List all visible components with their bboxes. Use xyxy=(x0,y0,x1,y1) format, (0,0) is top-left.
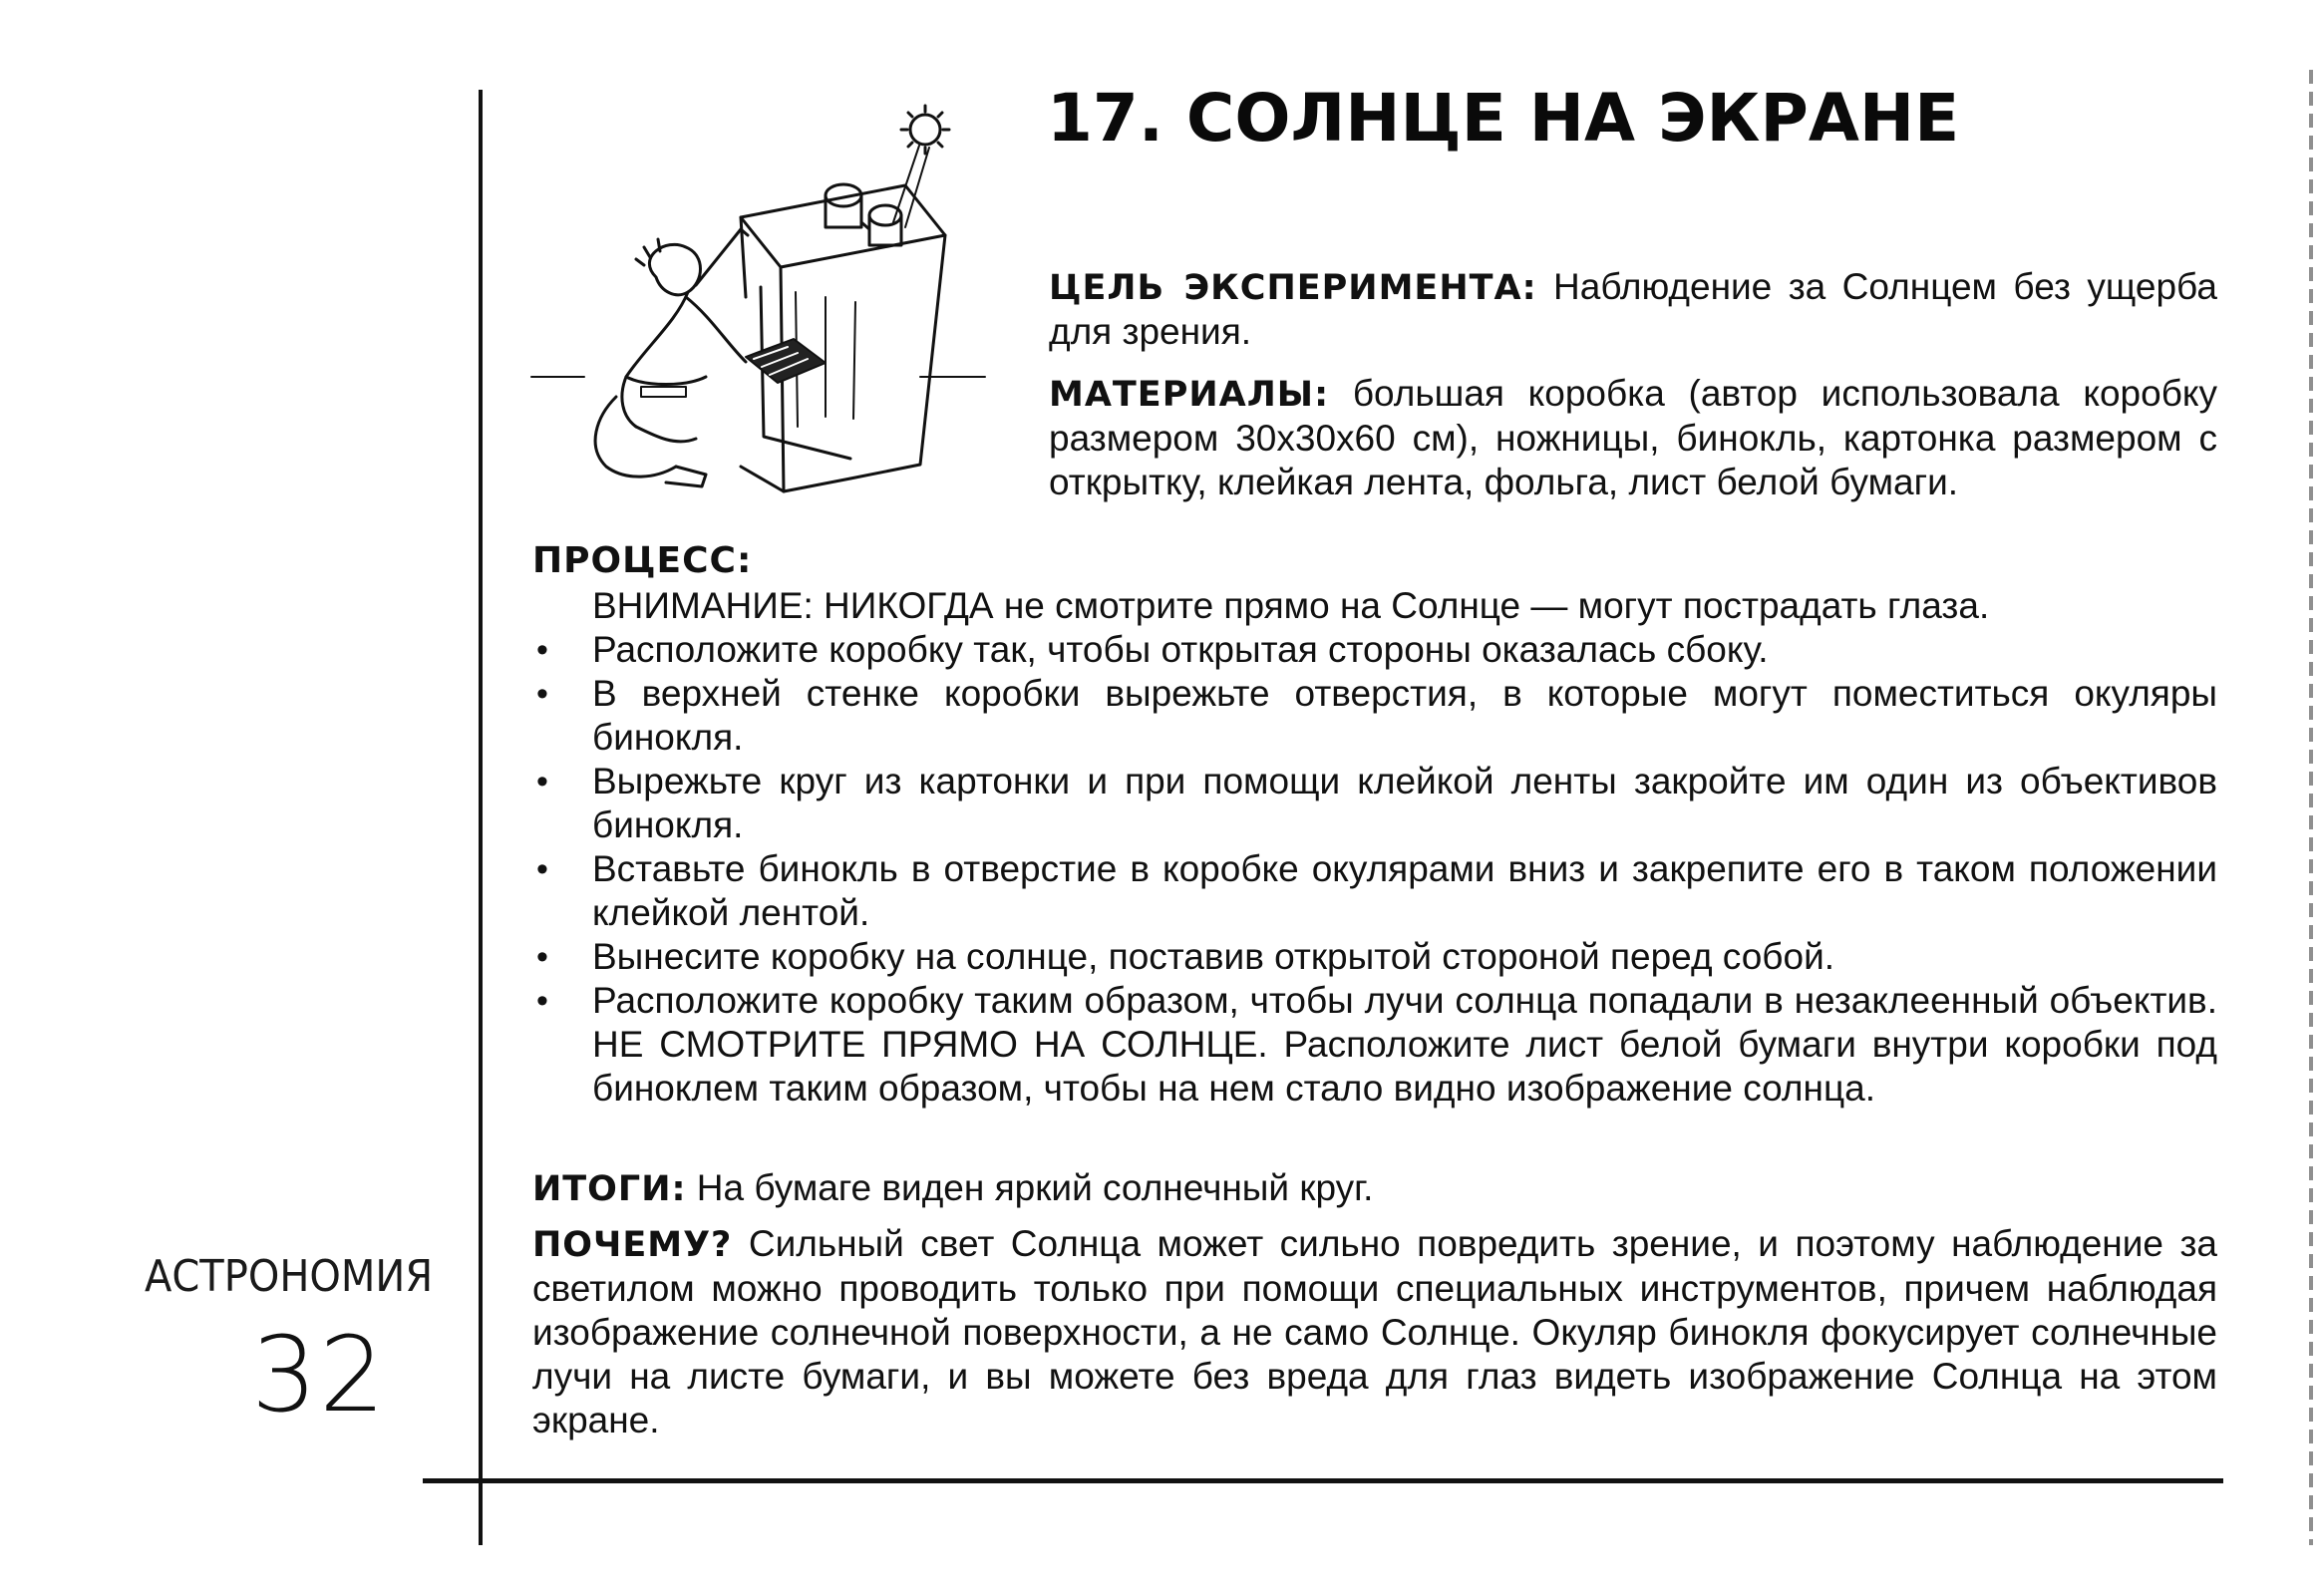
process-block xyxy=(532,584,2217,1111)
step-text: Расположите коробку таким образом, чтобы лучи солнца попадали в незаклеенный объектив. НЕ СМОТРИТЕ ПРЯМО НА СОЛНЦЕ. Расположите лист белой бумаги внутри коробки под биноклем таким образом, чтобы на нем стало видно изображение солнца. xyxy=(592,980,2217,1109)
bullet-icon: • xyxy=(536,631,548,669)
materials-paragraph xyxy=(1049,372,2217,504)
step-text: В верхней стенке коробки вырежьте отверстия, в которые могут поместиться окуляры бинокля. xyxy=(592,673,2217,758)
sun-box-illustration xyxy=(526,88,995,506)
step-text: Вырежьте круг из картонки и при помощи клейкой ленты закройте им один из объективов бинокля. xyxy=(592,761,2217,845)
page-number: 32 xyxy=(251,1314,388,1436)
materials-label: МАТЕРИАЛЫ: xyxy=(1049,375,1330,415)
cardboard-box-icon xyxy=(741,185,945,491)
intro-block xyxy=(1049,265,2217,522)
bullet-icon: • xyxy=(536,675,548,713)
page-title: 17. СОЛНЦЕ НА ЭКРАНЕ xyxy=(1047,80,1960,157)
bullet-icon: • xyxy=(536,850,548,888)
why-text: Сильный свет Солнца может сильно повредить зрение, и поэтому наблюдение за светилом можно проводить только при помощи специальных инструментов, причем наблюдая изображение солнечной поверхности, а не само Солнце. Окуляр бинокля фокусирует солнечные лучи на листе бумаги, и вы можете без вреда для глаз видеть изображение Солнца на этом экране. xyxy=(532,1223,2218,1440)
sun-icon xyxy=(901,106,949,154)
warning-text: ВНИМАНИЕ: НИКОГДА не смотрите прямо на Солнце — могут пострадать глаза. xyxy=(592,585,1990,626)
bullet-icon: • xyxy=(536,938,548,976)
list-item xyxy=(532,847,2217,935)
section-name: АСТРОНОМИЯ xyxy=(145,1252,434,1302)
results-text: На бумаге виден яркий солнечный круг. xyxy=(696,1167,1374,1208)
bullet-icon: • xyxy=(536,763,548,800)
why-block xyxy=(532,1222,2217,1442)
step-text: Вынесите коробку на солнце, поставив открытой стороной перед собой. xyxy=(592,936,1835,977)
child-icon xyxy=(595,229,748,486)
goal-label: ЦЕЛЬ ЭКСПЕРИМЕНТА: xyxy=(1049,268,1537,308)
materials-text: большая коробка (автор использовала коробку размером 30х30х60 см), ножницы, бинокль, картонка размером с открытку, клейкая лента, фольга, лист белой бумаги. xyxy=(1049,373,2217,502)
step-text: Расположите коробку так, чтобы открытая стороны оказалась сбоку. xyxy=(592,629,1769,670)
results-block xyxy=(532,1166,2217,1211)
bullet-icon: • xyxy=(536,982,548,1020)
list-item xyxy=(532,935,2217,979)
process-heading: ПРОЦЕСС: xyxy=(532,540,753,581)
results-label: ИТОГИ: xyxy=(532,1169,687,1209)
footer-rule xyxy=(423,1478,2223,1483)
page-edge-shadow xyxy=(2309,70,2313,1545)
margin-rule xyxy=(479,90,483,1545)
goal-paragraph xyxy=(1049,265,2217,354)
why-label: ПОЧЕМУ? xyxy=(532,1225,733,1265)
list-item xyxy=(532,628,2217,672)
list-item xyxy=(532,979,2217,1111)
goal-text: Наблюдение за Солнцем без ущерба для зрения. xyxy=(1049,266,2217,352)
process-steps xyxy=(532,628,2217,1111)
list-item xyxy=(532,760,2217,847)
list-item xyxy=(532,672,2217,760)
step-text: Вставьте бинокль в отверстие в коробке окулярами вниз и закрепите его в таком положении клейкой лентой. xyxy=(592,848,2217,933)
